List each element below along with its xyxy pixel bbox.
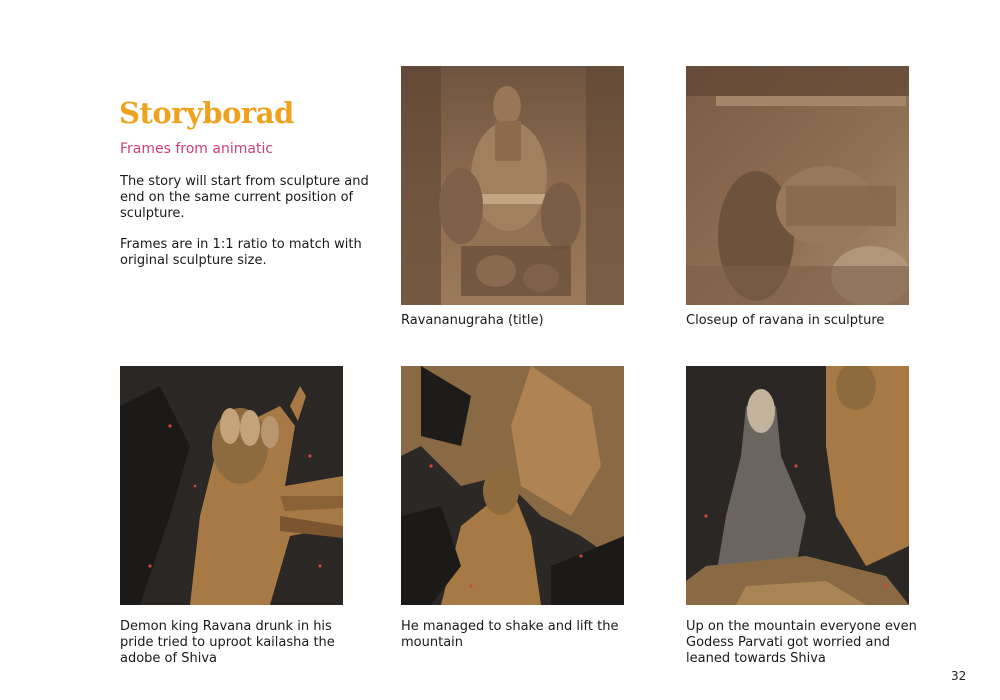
frame-caption: Demon king Ravana drunk in his pride tried to uproot kailasha the adobe of Shiva [120,619,335,666]
storyboard-frame-closeup [686,66,909,305]
storyboard-frame-sculpture [401,66,624,305]
illustration-parvati-worried [686,366,909,605]
frame-caption: Ravananugraha (title) [401,313,544,328]
page-title: Storyborad [119,96,294,130]
storyboard-frame-parvati-worried [686,366,909,605]
illustration-mountain-shaking [401,366,624,605]
frame-caption: Closeup of ravana in sculpture [686,313,885,328]
intro-text [120,174,375,284]
intro-paragraph: Frames are in 1:1 ratio to match with original sculpture size. [120,237,362,268]
storyboard-frame-mountain-shaking [401,366,624,605]
intro-paragraph: The story will start from sculpture and end on the same current position of sculpture. [120,174,369,221]
frame-caption: Up on the mountain everyone even Godess Parvati got worried and leaned towards Shiva [686,619,917,666]
stone-sculpture-closeup-photo [686,66,909,305]
page-subtitle: Frames from animatic [120,141,274,157]
stone-sculpture-photo [401,66,624,305]
frame-caption: He managed to shake and lift the mountain [401,619,619,650]
illustration-ravana-drunk [120,366,343,605]
storyboard-frame-ravana-drunk [120,366,343,605]
page-number: 32 [951,669,967,683]
